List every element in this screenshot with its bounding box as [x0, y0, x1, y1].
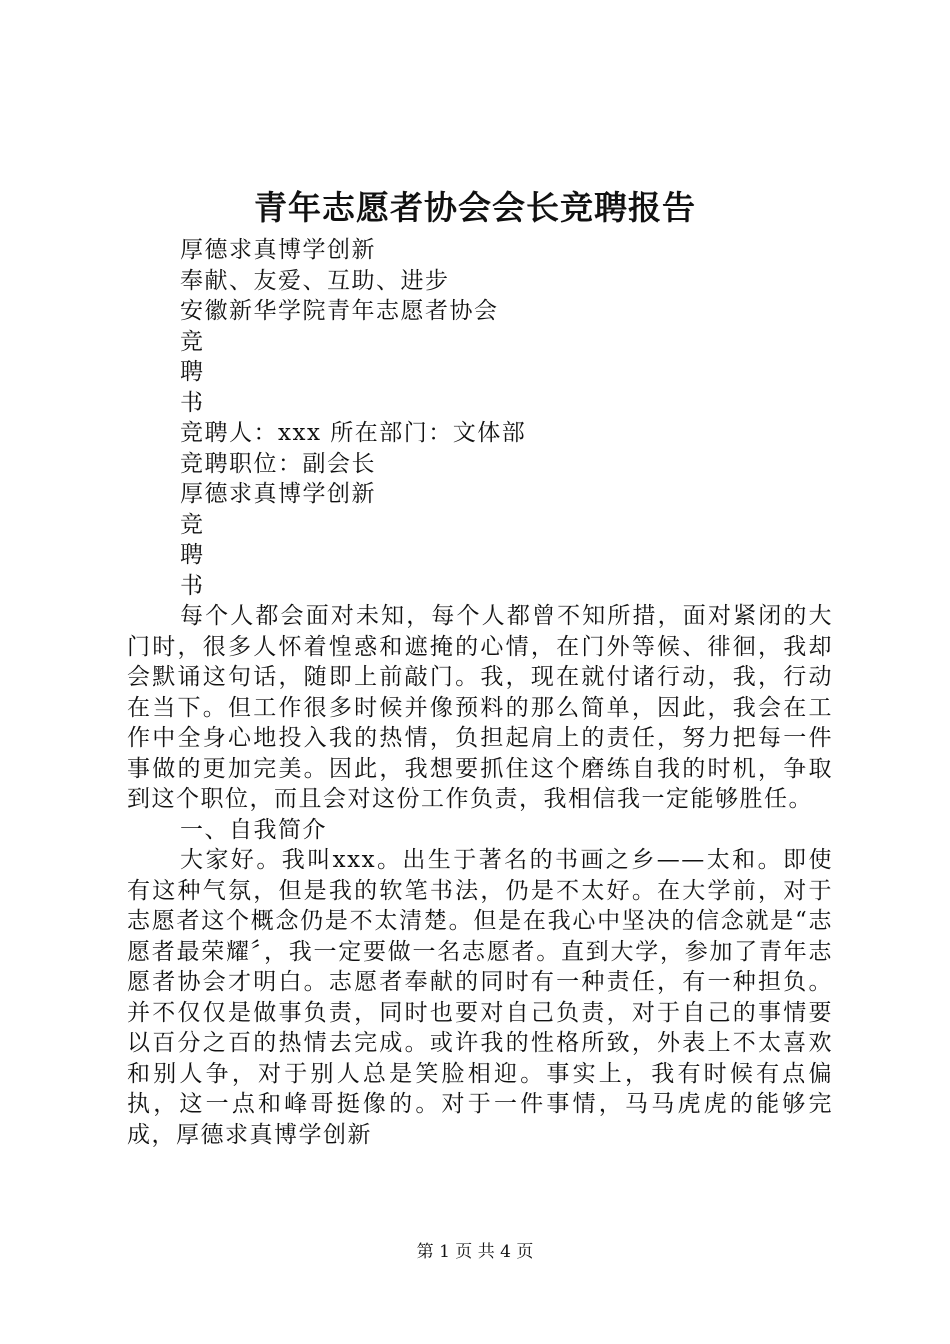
cover-char-line: 聘 [180, 359, 205, 385]
applicant-line: 竞聘人：xxx 所在部门：文体部 [180, 420, 527, 446]
self-intro-paragraph: 大家好。我叫xxx。出生于著名的书画之乡——太和。即使有这种气氛，但是我的软笔书法，仍是不太好。在大学前，对于志愿者这个概念仍是不太清楚。但是在我心中坚决的信念就是“志愿者最荣耀〞，我一定要做一名志愿者。直到大学，参加了青年志愿者协会才明白。志愿者奉献的同时有一种责任，有一种担负。并不仅仅是做事负责，同时也要对自己负责，对于自己的事情要以百分之百的热情去完成。或许我的性格所致，外表上不太喜欢和别人争，对于别人总是笑脸相迎。事实上，我有时候有点偏执，这一点和峰哥挺像的。对于一件事情，马马虎虎的能够完成，厚德求真博学创新 [127, 847, 833, 1148]
intro-paragraph: 每个人都会面对未知，每个人都曾不知所措，面对紧闭的大门时，很多人怀着惶惑和遮掩的心情，在门外等候、徘徊，我却会默诵这句话，随即上前敲门。我，现在就付诸行动，我，行动在当下。但工作很多时候并像预料的那么简单，因此，我会在工作中全身心地投入我的热情，负担起肩上的责任，努力把每一件事做的更加完美。因此，我想要抓住这个磨练自我的时机，争取到这个职位，而且会对这份工作负责，我相信我一定能够胜任。 [127, 603, 833, 812]
motto-line: 厚德求真博学创新 [180, 481, 376, 507]
cover-char-line: 书 [180, 572, 205, 599]
document-title: 青年志愿者协会会长竞聘报告 [254, 188, 696, 227]
organization-line: 安徽新华学院青年志愿者协会 [180, 298, 499, 324]
cover-char-line: 竞 [180, 328, 205, 355]
position-line: 竞聘职位：副会长 [180, 450, 376, 477]
document-body [127, 235, 833, 1150]
motto-line: 厚德求真博学创新 [180, 237, 376, 263]
slogan-line: 奉献、友爱、互助、进步 [180, 267, 450, 294]
cover-char-line: 书 [180, 389, 205, 416]
page-footer: 第 1 页 共 4 页 [416, 1242, 534, 1262]
cover-char-line: 竞 [180, 511, 205, 538]
cover-char-line: 聘 [180, 542, 205, 568]
section-heading: 一、自我简介 [180, 816, 327, 843]
